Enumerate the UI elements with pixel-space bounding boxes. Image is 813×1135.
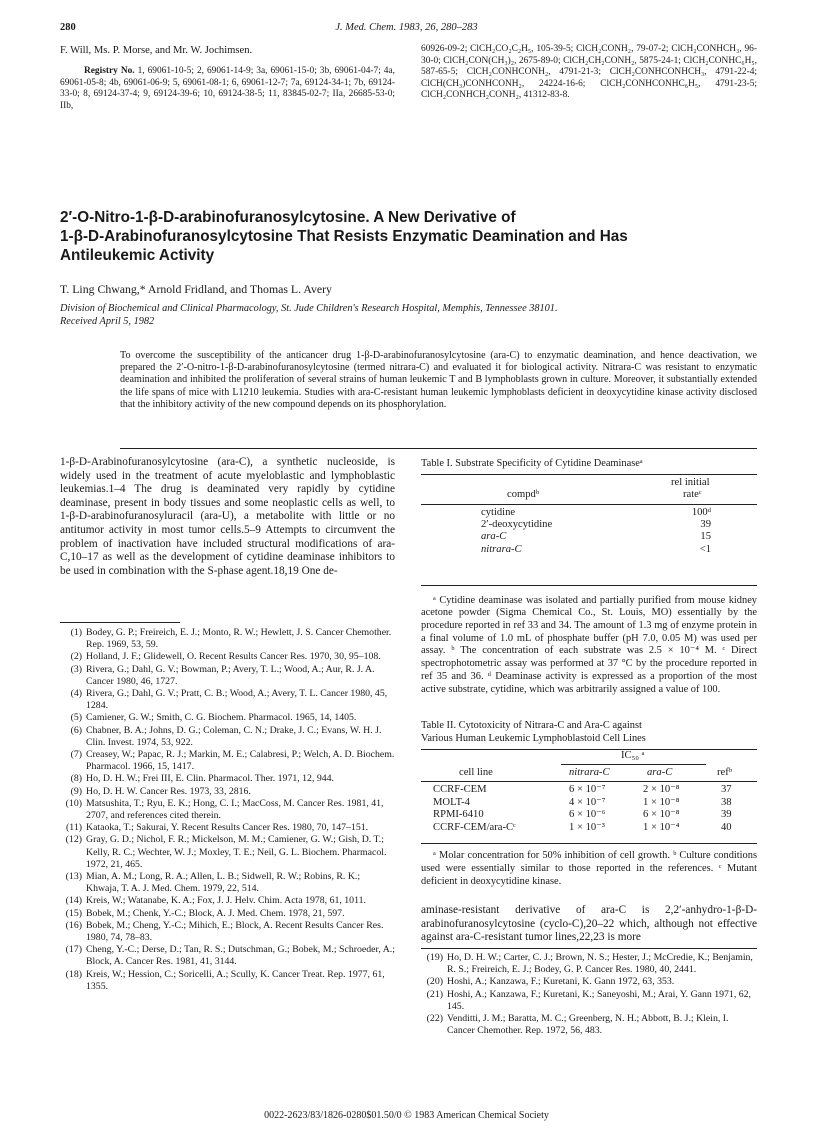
reference-item bbox=[60, 944, 395, 968]
authors: T. Ling Chwang,* Arnold Fridland, and Thomas L. Avery bbox=[60, 282, 332, 296]
reference-item bbox=[60, 664, 395, 688]
reference-number: (10) bbox=[65, 797, 82, 809]
table-1-rate: 15 bbox=[700, 531, 711, 543]
reference-text: Bodey, G. P.; Freireich, E. J.; Monto, R. W.; Hewlett, J. S. Cancer Chemother. Rep. 1969, 53, 59. bbox=[86, 627, 392, 651]
table-2-cell-line: CCRF-CEM/ara-Cᶜ bbox=[433, 821, 516, 833]
table-2-ref-value: 37 bbox=[721, 784, 732, 796]
table-2-nitrara-value: 4 × 10⁻⁷ bbox=[569, 796, 606, 808]
reference-number: (3) bbox=[70, 663, 82, 675]
table-2-ic50-rule bbox=[561, 764, 706, 765]
reference-number: (21) bbox=[426, 988, 443, 1000]
reference-text: Venditti, J. M.; Baratta, M. C.; Greenberg, N. H.; Abbott, B. J.; Klein, I. Cancer Chemother. Rep. 1972, 56, 483. bbox=[447, 1013, 729, 1037]
table-2-arac-value: 2 × 10⁻⁸ bbox=[643, 784, 680, 796]
table-row bbox=[421, 507, 757, 519]
reference-item bbox=[60, 920, 395, 944]
table-2-cell-line: CCRF-CEM bbox=[433, 784, 487, 796]
table-1-header-rate-2: rateᶜ bbox=[683, 488, 702, 500]
table-2-caption-line-2: Various Human Leukemic Lymphoblastoid Cell Lines bbox=[421, 732, 646, 744]
reference-number: (20) bbox=[426, 976, 443, 988]
reference-number: (18) bbox=[65, 968, 82, 980]
reference-number: (15) bbox=[65, 907, 82, 919]
body-text-right: aminase-resistant derivative of ara-C is 2,2′-anhydro-1-β-D-arabinofuranosylcytosine (cyclo-C),20–22 which, although not effective against ara-C-resistant tumor lines,22,23 is more bbox=[421, 904, 757, 944]
table-2-nitrara-value: 6 × 10⁻⁶ bbox=[569, 809, 606, 821]
table-1-top-rule bbox=[421, 474, 757, 475]
reference-text: Cheng, Y.-C.; Derse, D.; Tan, R. S.; Dutschman, G.; Bobek, M.; Schroeder, A.; Block, A. Cancer Res. 1981, 41, 3144. bbox=[86, 944, 395, 968]
affiliation-text: Division of Biochemical and Clinical Pharmacology, St. Jude Children's Research Hospital, Memphis, Tennessee 38101. bbox=[60, 303, 558, 314]
abstract-rule bbox=[120, 448, 757, 449]
table-row bbox=[421, 822, 757, 835]
table-row bbox=[421, 784, 757, 797]
table-2-header-nitrara: nitrara-C bbox=[569, 767, 610, 779]
table-2-ref-value: 38 bbox=[721, 796, 732, 808]
reference-number: (11) bbox=[66, 822, 82, 834]
received-date: Received April 5, 1982 bbox=[60, 316, 155, 327]
affiliation bbox=[60, 302, 760, 328]
table-1-rate: 39 bbox=[700, 518, 711, 530]
references-right bbox=[421, 952, 757, 1037]
table-2-nitrara-value: 6 × 10⁻⁷ bbox=[569, 784, 606, 796]
table-2-ref-value: 40 bbox=[721, 821, 732, 833]
reference-item bbox=[60, 651, 395, 663]
reference-number: (12) bbox=[65, 834, 82, 846]
article-title bbox=[60, 208, 760, 265]
reference-item bbox=[60, 725, 395, 749]
table-1-notes: ᵃ Cytidine deaminase was isolated and partially purified from mouse kidney acetone powder (Sigma Chemical Co., St. Louis, MO) essentially by the procedure reported in ref 33 and 34. The amount of 1.3 mg of enzyme protein in a final volume of 1.0 mL of phosphate buffer (pH 7.0, 0.05 M) was used per assay. ᵇ The concentration of each substrate was 2.5 × 10⁻⁴ M. ᶜ Direct spectrophotometric assay was performed at 37 °C by the procedure reported in ref 35 and 36. ᵈ Deaminase activity is expressed as a proportion of the most active substrate, cytidine, which was arbitrarily assigned a value of 100. bbox=[421, 594, 757, 695]
reference-number: (1) bbox=[70, 627, 82, 638]
right-footnote-rule bbox=[421, 948, 757, 949]
reference-item bbox=[60, 834, 395, 871]
table-1-header-compd: compdᵇ bbox=[507, 488, 540, 500]
table-2-header-arac: ara-C bbox=[647, 767, 673, 779]
table-2-arac-value: 1 × 10⁻⁸ bbox=[643, 796, 680, 808]
registry-label: Registry No. bbox=[84, 66, 135, 76]
table-2-notes: ᵃ Molar concentration for 50% inhibition of cell growth. ᵇ Culture conditions used were essentially similar to those reported in the references. ᶜ Mutant deficient in deoxycytidine kinase. bbox=[421, 850, 757, 887]
table-1-compd: cytidine bbox=[481, 506, 516, 518]
title-line-1: 2′-O-Nitro-1-β-D-arabinofuranosylcytosine. A New Derivative of bbox=[60, 209, 516, 226]
reference-text: Ho, D. H. W. Cancer Res. 1973, 33, 2816. bbox=[86, 785, 251, 797]
reference-text: Matsushita, T.; Ryu, E. K.; Hong, C. I.; MacCoss, M. Cancer Res. 1981, 41, 2707, and references cited therein. bbox=[86, 797, 384, 822]
table-2-arac-value: 6 × 10⁻⁸ bbox=[643, 809, 680, 821]
table-2-cell-line: RPMI-6410 bbox=[433, 809, 484, 821]
reference-text: Rivera, G.; Dahl, G. V.; Bowman, P.; Avery, T. L.; Wood, A.; Aur, R. J. A. Cancer 1980, 46, 1727. bbox=[86, 663, 375, 687]
reference-item bbox=[421, 952, 757, 976]
reference-item bbox=[60, 712, 395, 724]
reference-text: Camiener, G. W.; Smith, C. G. Biochem. Pharmacol. 1965, 14, 1405. bbox=[86, 712, 357, 724]
reference-text: Creasey, W.; Papac, R. J.; Markin, M. E.; Calabresi, P.; Welch, A. D. Biochem. Pharmacol. 1966, 15, 1417. bbox=[86, 749, 395, 773]
reference-number: (16) bbox=[65, 919, 82, 931]
table-1-rate: <1 bbox=[699, 543, 711, 555]
table-2 bbox=[421, 720, 757, 888]
reference-item bbox=[60, 688, 395, 712]
reference-number: (19) bbox=[426, 952, 443, 963]
title-line-3: Antileukemic Activity bbox=[60, 247, 215, 264]
reference-text: Hoshi, A.; Kanzawa, F.; Kuretani, K.; Saneyoshi, M.; Arai, Y. Gann 1971, 62, 145. bbox=[447, 988, 751, 1012]
reference-number: (7) bbox=[70, 749, 82, 761]
reference-number: (22) bbox=[426, 1013, 443, 1025]
reference-item bbox=[60, 798, 395, 822]
reference-text: Mian, A. M.; Long, R. A.; Allen, L. B.; Sidwell, R. W.; Robins, R. K.; Khwaja, T. A. J. Med. Chem. 1979, 22, 514. bbox=[86, 871, 361, 895]
reference-item bbox=[60, 786, 395, 798]
table-2-bottom-rule bbox=[421, 843, 757, 844]
table-2-cell-line: MOLT-4 bbox=[433, 796, 470, 808]
reference-number: (8) bbox=[70, 773, 82, 785]
reference-text: Bobek, M.; Chenk, Y.-C.; Block, A. J. Med. Chem. 1978, 21, 597. bbox=[86, 907, 345, 919]
table-1-bottom-rule bbox=[421, 585, 757, 586]
table-2-header-ref: refᵇ bbox=[717, 767, 733, 779]
body-text-left: 1-β-D-Arabinofuranosylcytosine (ara-C), a synthetic nucleoside, is widely used in the treatment of acute myeloblastic and lymphoblastic leukemias.1–4 The drug is deaminated very rapidly by cytidine deaminase, present in body tissues and some neoplastic cells as well, to 1-β-D-arabinofuranosyluracil (ara-U), a metabolite with little or no antitumor activity in most tumor cells.5–9 Attempts to circumvent the problem of inactivation have included structural modifications of ara-C,10–17 as well as the development of cytidine deaminase inhibitors to be used in combination with the S-phase agent.18,19 One de- bbox=[60, 456, 395, 577]
reference-item bbox=[421, 989, 757, 1013]
reference-text: Hoshi, A.; Kanzawa, F.; Kuretani, K. Gann 1972, 63, 353. bbox=[447, 976, 675, 988]
reference-number: (4) bbox=[70, 688, 82, 700]
registry-text: 1, 69061-10-5; 2, 69061-14-9; 3a, 69061-15-0; 3b, 69061-04-7; 4a, 69061-05-8; 4b, 69061-06-9; 5, 69061-08-1; 6, 69061-12-7; 7a, 69124-34-1; 7b, 69124-33-0; 8, 69124-37-4; 9, 69124-39-6; 10, 69124-38-5; 11, 83845-02-7; IIa, 26685-53-0; IIb, bbox=[60, 66, 395, 111]
reference-text: Gray, G. D.; Nichol, F. R.; Mickelson, M. M.; Camiener, G. W.; Gish, D. T.; Kelly, R. C.; Wechter, W. J.; Moxley, T. E.; Neil, G. L. Biochem. Pharmacol. 1972, 21, 465. bbox=[86, 834, 387, 870]
reference-text: Kataoka, T.; Sakurai, Y. Recent Results Cancer Res. 1980, 70, 147–151. bbox=[86, 822, 369, 834]
table-1 bbox=[421, 458, 757, 696]
table-row bbox=[421, 797, 757, 810]
table-1-compd: ara-C bbox=[481, 531, 507, 543]
title-line-2: 1-β-D-Arabinofuranosylcytosine That Resists Enzymatic Deamination and Has bbox=[60, 228, 628, 245]
reference-item bbox=[421, 976, 757, 988]
reference-text: Holland, J. F.; Glidewell, O. Recent Results Cancer Res. 1970, 30, 95–108. bbox=[86, 651, 381, 663]
journal-header: J. Med. Chem. 1983, 26, 280–283 bbox=[335, 22, 478, 33]
table-1-caption: Table I. Substrate Specificity of Cytidine Deaminaseᵃ bbox=[421, 458, 643, 469]
page-number: 280 bbox=[60, 22, 76, 33]
table-1-header-rule bbox=[421, 504, 757, 505]
references-left bbox=[60, 627, 395, 993]
reference-number: (13) bbox=[65, 871, 82, 883]
reference-number: (5) bbox=[70, 712, 82, 724]
reference-text: Bobek, M.; Cheng, Y.-C.; Mihich, E.; Block, A. Recent Results Cancer Res. 1980, 74, 78–83. bbox=[86, 919, 384, 944]
reference-number: (17) bbox=[65, 944, 82, 956]
table-2-caption-line-1: Table II. Cytotoxicity of Nitrara-C and Ara-C against bbox=[421, 720, 642, 731]
reference-text: Kreis, W.; Watanabe, K. A.; Fox, J. J. Helv. Chim. Acta 1978, 61, 1011. bbox=[86, 895, 366, 907]
reference-text: Kreis, W.; Hession, C.; Soricelli, A.; Scully, K. Cancer Treat. Rep. 1977, 61, 1355. bbox=[86, 968, 385, 992]
table-2-header-ic50: IC₅₀ ᵃ bbox=[621, 750, 645, 762]
table-row bbox=[421, 809, 757, 822]
reference-item bbox=[421, 1013, 757, 1037]
table-1-header-rate-1: rel initial bbox=[671, 476, 710, 488]
table-1-rate: 100ᵈ bbox=[691, 506, 711, 518]
footnote-rule bbox=[60, 622, 180, 623]
reference-text: Rivera, G.; Dahl, G. V.; Pratt, C. B.; Wood, A.; Avery, T. L. Cancer 1980, 45, 1284. bbox=[86, 688, 388, 712]
reference-item bbox=[60, 749, 395, 773]
reference-item bbox=[60, 773, 395, 785]
reference-number: (14) bbox=[65, 895, 82, 907]
table-2-arac-value: 1 × 10⁻⁴ bbox=[643, 821, 680, 833]
registry-numbers-continued: 60926-09-2; ClCH₂CO₂C₂H₅, 105-39-5; ClCH₂CONH₂, 79-07-2; ClCH₂CONHCH₃, 96-30-0; ClCH₂CON(CH₃)₂, 2675-89-0; ClCH₂CH₂CONH₂, 5875-24-1; ClCH₂CONHC₆H₅, 587-65-5; ClCH₂CONHCONH₂, 4791-21-3; ClCH₂CONHCONHCH₃, 4791-22-4; ClCH(CH₃)CONHCONH₂, 24224-16-6; ClCH₂CONHCONHC₆H₅, 4791-23-5; ClCH₂CONHCH₂CONH₂, 41312-83-8. bbox=[421, 44, 757, 101]
reference-item bbox=[60, 871, 395, 895]
reference-text: Ho, D. H. W.; Carter, C. J.; Brown, N. S.; Hester, J.; McCredie, K.; Benjamin, R. S.; Freireich, E. J.; Bodey, G. P. Cancer Res. 1980, 40, 2441. bbox=[447, 952, 753, 976]
reference-number: (6) bbox=[70, 724, 82, 736]
table-1-compd: nitrara-C bbox=[481, 543, 522, 555]
table-row bbox=[421, 544, 757, 556]
previous-article-tail bbox=[60, 44, 395, 112]
reference-number: (9) bbox=[70, 785, 82, 797]
table-2-header-rule bbox=[421, 781, 757, 782]
reference-item bbox=[60, 969, 395, 993]
registry-numbers bbox=[60, 66, 395, 112]
copyright-footer: 0022-2623/83/1826-0280$01.50/0 © 1983 American Chemical Society bbox=[264, 1110, 549, 1121]
reference-number: (2) bbox=[70, 651, 82, 663]
table-row bbox=[421, 519, 757, 531]
reference-item bbox=[60, 895, 395, 907]
table-row bbox=[421, 531, 757, 543]
reference-item bbox=[60, 627, 395, 651]
acknowledgment: F. Will, Ms. P. Morse, and Mr. W. Jochimsen. bbox=[60, 45, 253, 56]
table-2-nitrara-value: 1 × 10⁻³ bbox=[569, 821, 605, 833]
reference-item bbox=[60, 822, 395, 834]
table-2-caption bbox=[421, 720, 757, 745]
table-2-header-cell-line: cell line bbox=[459, 767, 493, 779]
table-1-compd: 2′-deoxycytidine bbox=[481, 518, 553, 530]
reference-text: Chabner, B. A.; Johns, D. G.; Coleman, C. N.; Drake, J. C.; Evans, W. H. J. Clin. Invest. 1974, 53, 922. bbox=[86, 724, 382, 748]
abstract: To overcome the susceptibility of the anticancer drug 1-β-D-arabinofuranosylcytosine (ara-C) to enzymatic deamination, and hence deactivation, we prepared the 2′-O-nitro-1-β-D-arabinofuranosylcytosine (termed nitrara-C) and evaluated it for biological activity. Nitrara-C was resistant to enzymatic deamination and inhibited the proliferation of several strains of human leukemic T and B lymphoblasts grown in culture. Moreover, it substantially extended the life spans of mice with L1210 leukemia. Studies with ara-C-resistant human leukemic lymphoblasts deficient in deoxycytidine kinase activity disclosed that the inhibitory activity of the new compound depends on its phosphorylation. bbox=[120, 350, 757, 410]
reference-text: Ho, D. H. W.; Frei III, E. Clin. Pharmacol. Ther. 1971, 12, 944. bbox=[86, 773, 334, 785]
table-2-ref-value: 39 bbox=[721, 809, 732, 821]
reference-item bbox=[60, 908, 395, 920]
